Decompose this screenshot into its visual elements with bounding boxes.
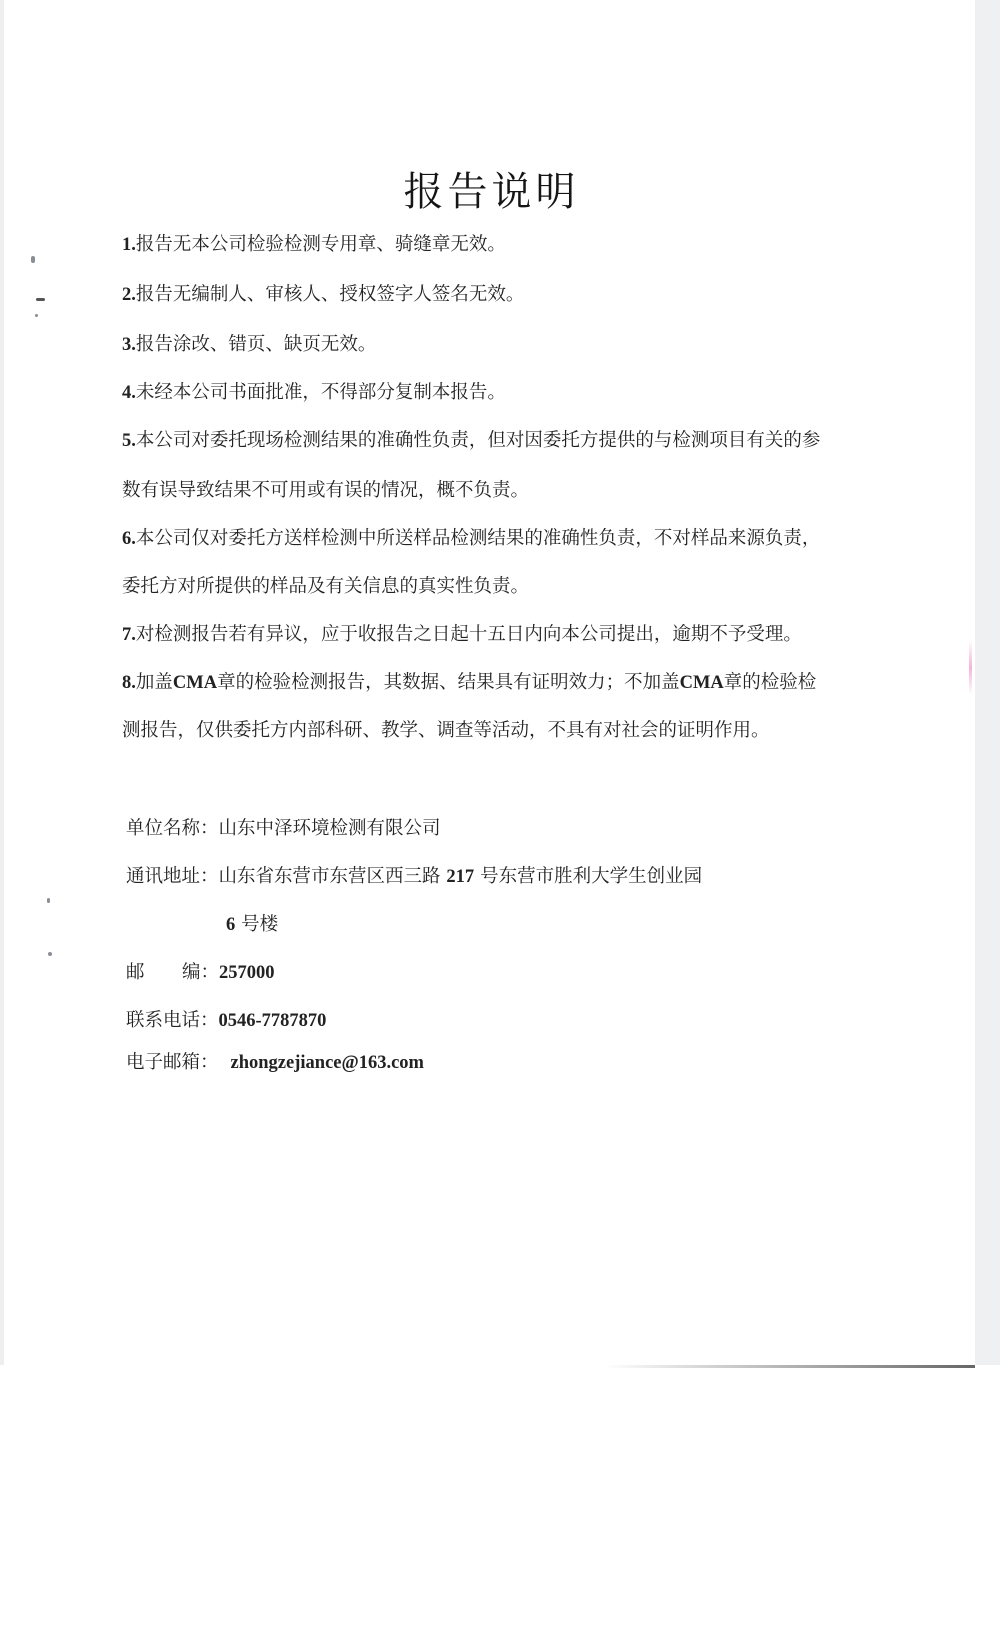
phone-row <box>126 1006 326 1032</box>
clause-number: 8. <box>122 673 136 693</box>
clause-8-continuation: 测报告，仅供委托方内部科研、教学、调查等活动，不具有对社会的证明作用。 <box>122 720 770 741</box>
clause-6 <box>122 524 820 550</box>
scan-speck <box>48 952 52 956</box>
scan-speck <box>35 314 38 317</box>
clause-2 <box>122 280 524 306</box>
address-label: 通讯地址： <box>126 866 219 887</box>
address-number: 217 <box>446 867 475 887</box>
page-title: 报告说明 <box>403 169 580 215</box>
scan-speck <box>47 898 50 903</box>
scanner-edge-strip <box>975 0 1000 1365</box>
address-line2 <box>226 910 278 936</box>
phone-value: 0546-7787870 <box>218 1011 327 1031</box>
clause-text-c: 章的检验检 <box>723 672 817 693</box>
clause-text: 本公司仅对委托方送样检测中所送样品检测结果的准确性负责，不对样品来源负责， <box>135 528 821 549</box>
company-value: 山东中泽环境检测有限公司 <box>218 818 441 839</box>
cma-mark: CMA <box>172 673 218 693</box>
building-text: 号楼 <box>241 914 279 935</box>
clause-4 <box>122 378 506 404</box>
postcode-row <box>126 958 275 984</box>
scan-speck <box>31 256 35 263</box>
company-label: 单位名称： <box>126 818 219 839</box>
clause-text: 报告无编制人、审核人、授权签字人签名无效。 <box>135 284 525 305</box>
clause-number: 1. <box>122 235 136 255</box>
phone-label: 联系电话： <box>126 1010 219 1031</box>
postcode-value: 257000 <box>219 963 275 983</box>
clause-text: 未经本公司书面批准，不得部分复制本报告。 <box>135 382 506 403</box>
clause-number: 6. <box>122 529 136 549</box>
email-value: zhongzejiance@163.com <box>230 1053 424 1073</box>
clause-number: 3. <box>122 335 136 355</box>
clause-text-b: 章的检验检测报告，其数据、结果具有证明效力；不加盖 <box>217 672 680 693</box>
company-name-row <box>126 814 441 840</box>
clause-text: 对检测报告若有异议，应于收报告之日起十五日内向本公司提出，逾期不予受理。 <box>135 624 802 645</box>
address-part2: 号东营市胜利大学生创业园 <box>480 866 703 887</box>
clause-3 <box>122 330 376 356</box>
cma-mark: CMA <box>679 673 724 693</box>
clause-number: 5. <box>122 431 136 451</box>
address-row <box>126 862 702 888</box>
clause-5 <box>122 426 820 452</box>
postcode-label-a: 邮 <box>126 962 145 983</box>
clause-5-continuation: 数有误导致结果不可用或有误的情况，概不负责。 <box>122 480 530 501</box>
address-part1: 山东省东营市东营区西三路 <box>218 866 441 887</box>
clause-8 <box>122 668 816 694</box>
postcode-label-b: 编： <box>182 962 220 983</box>
scan-mark <box>969 640 972 695</box>
clause-number: 2. <box>122 285 136 305</box>
clause-1 <box>122 230 506 256</box>
clause-number: 7. <box>122 625 136 645</box>
clause-text: 报告涂改、错页、缺页无效。 <box>135 334 377 355</box>
email-label: 电子邮箱： <box>126 1052 219 1073</box>
clause-text: 报告无本公司检验检测专用章、骑缝章无效。 <box>135 234 506 255</box>
clause-number: 4. <box>122 383 136 403</box>
email-row <box>126 1048 424 1074</box>
clause-6-continuation: 委托方对所提供的样品及有关信息的真实性负责。 <box>122 576 530 597</box>
clause-text-a: 加盖 <box>135 672 173 693</box>
clause-7 <box>122 620 802 646</box>
building-number: 6 <box>226 915 236 935</box>
scan-speck <box>36 298 45 301</box>
clause-text: 本公司对委托现场检测结果的准确性负责，但对因委托方提供的与检测项目有关的参 <box>135 430 821 451</box>
